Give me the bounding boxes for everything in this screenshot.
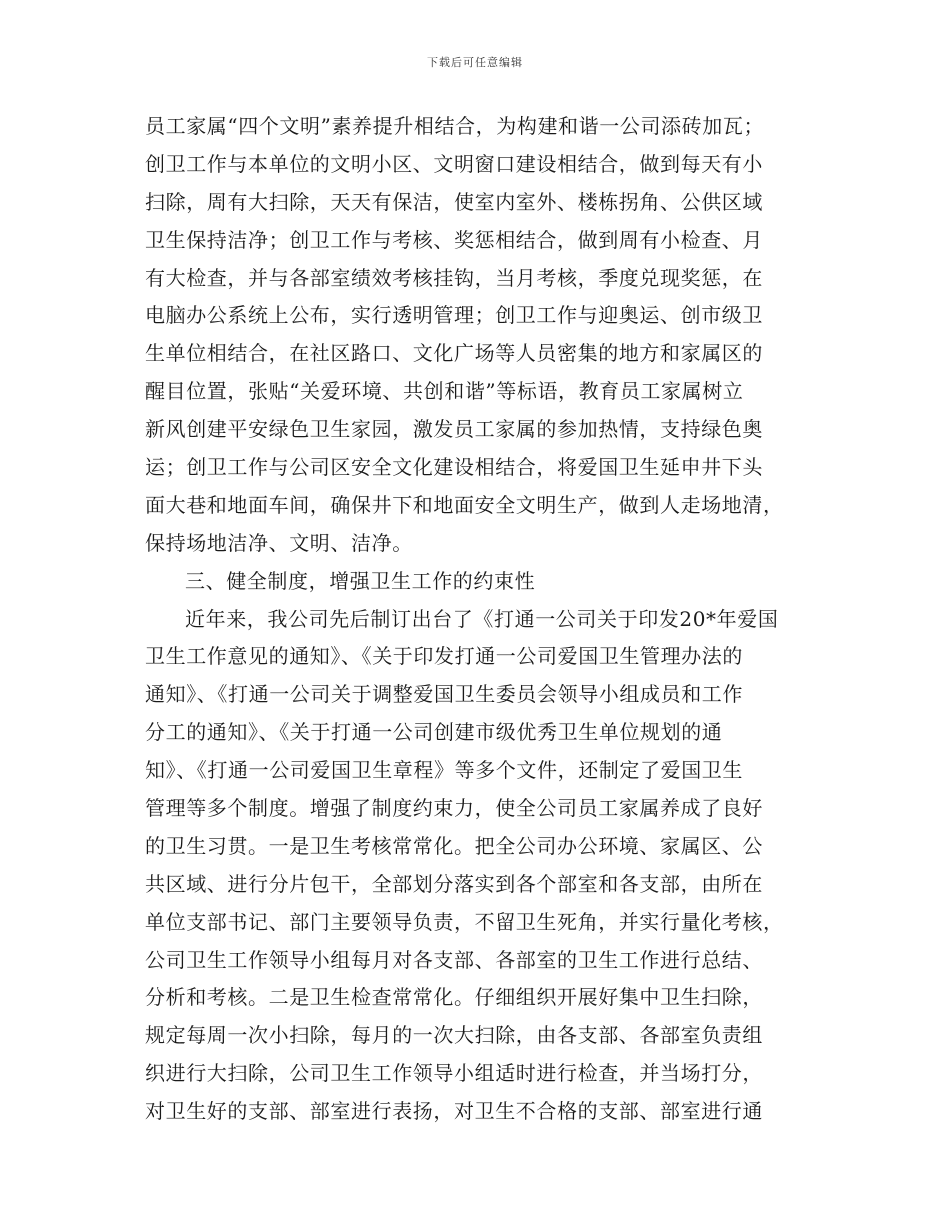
- text-line: 分工的通知》、《关于打通一公司创建市级优秀卫生单位规划的通: [145, 720, 723, 745]
- page-header: 下载后可任意编辑: [427, 56, 523, 69]
- text-line: 生单位相结合，在社区路口、文化广场等人员密集的地方和家属区的: [145, 341, 763, 366]
- text-line: 共区域、进行分片包干，全部划分落实到各个部室和各支部，由所在: [145, 871, 763, 896]
- text-line: 员工家属“四个文明”素养提升相结合，为构建和谐一公司添砖加瓦；: [145, 114, 765, 138]
- text-line: 电脑办公系统上公布，实行透明管理；创卫工作与迎奥运、创市级卫: [145, 303, 763, 328]
- paragraph-first-line: 近年来，我公司先后制订出台了《打通一公司关于印发20*年爱国: [185, 606, 779, 631]
- text-line: 通知》、《打通一公司关于调整爱国卫生委员会领导小组成员和工作: [145, 682, 743, 707]
- text-line: 有大检查，并与各部室绩效考核挂钩，当月考核，季度兑现奖惩，在: [145, 265, 763, 290]
- text-line: 醒目位置，张贴“关爱环境、共创和谐”等标语，教育员工家属树立: [145, 379, 744, 404]
- document-body: [145, 108, 815, 1131]
- text-line: 卫生工作意见的通知》、《关于印发打通一公司爱国卫生管理办法的: [145, 644, 743, 669]
- text-line: 对卫生好的支部、部室进行表扬，对卫生不合格的支部、部室进行通: [145, 1099, 763, 1124]
- text-line: 新风创建平安绿色卫生家园，激发员工家属的参加热情，支持绿色奥: [145, 417, 763, 442]
- text-line: 规定每周一次小扫除，每月的一次大扫除，由各支部、各部室负责组: [145, 1023, 763, 1048]
- text-line: 保持场地洁净、文明、洁净。: [145, 530, 413, 555]
- text-line: 单位支部书记、部门主要领导负责，不留卫生死角，并实行量化考核，: [145, 909, 784, 934]
- text-line: 管理等多个制度。增强了制度约束力，使全公司员工家属养成了良好: [145, 796, 763, 821]
- text-line: 运；创卫工作与公司区安全文化建设相结合，将爱国卫生延申井下头: [145, 455, 763, 480]
- text-line: 面大巷和地面车间，确保井下和地面安全文明生产，做到人走场地清，: [145, 492, 784, 517]
- text-line: 公司卫生工作领导小组每月对各支部、各部室的卫生工作进行总结、: [145, 947, 763, 972]
- text-line: 织进行大扫除，公司卫生工作领导小组适时进行检查，并当场打分，: [145, 1061, 763, 1086]
- text-line: 的卫生习贯。一是卫生考核常常化。把全公司办公环境、家属区、公: [145, 833, 763, 858]
- text-line: 知》、《打通一公司爱国卫生章程》等多个文件，还制定了爱国卫生: [145, 758, 743, 783]
- text-line: 分析和考核。二是卫生检查常常化。仔细组织开展好集中卫生扫除，: [145, 985, 763, 1010]
- text-line: 创卫工作与本单位的文明小区、文明窗口建设相结合，做到每天有小: [145, 151, 763, 176]
- section-heading: 三、健全制度，增强卫生工作的约束性: [185, 568, 536, 593]
- text-line: 卫生保持洁净；创卫工作与考核、奖惩相结合，做到周有小检查、月: [145, 227, 763, 252]
- text-line: 扫除，周有大扫除，天天有保洁，使室内室外、楼栋拐角、公供区域: [145, 189, 763, 214]
